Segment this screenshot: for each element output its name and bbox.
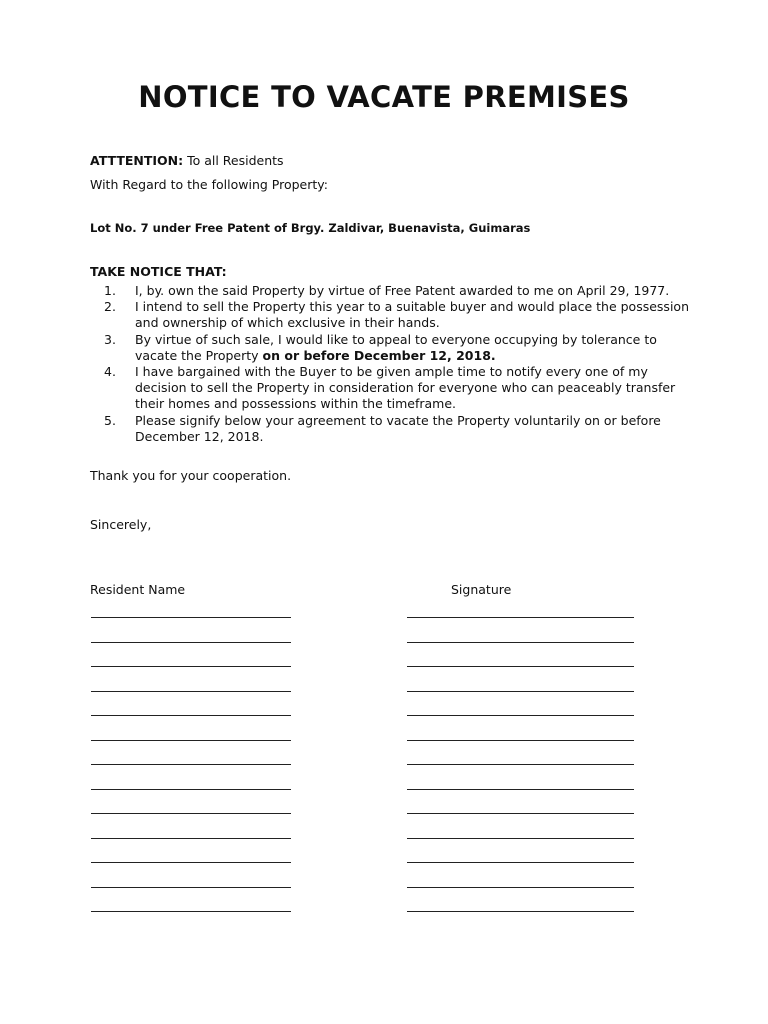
attention-label: ATTTENTION: xyxy=(90,153,184,168)
signature-blank-line xyxy=(407,642,634,643)
signature-blank-line xyxy=(407,764,634,765)
regard-line: With Regard to the following Property: xyxy=(90,177,328,192)
signature-row xyxy=(0,642,768,643)
notice-item xyxy=(90,283,690,299)
resident-name-blank-line xyxy=(91,887,291,888)
resident-name-blank-line xyxy=(91,740,291,741)
signature-blank-line xyxy=(407,862,634,863)
signature-blank-line xyxy=(407,911,634,912)
notice-item-number: 1. xyxy=(104,283,116,298)
signature-header: Signature xyxy=(451,582,512,597)
resident-name-blank-line xyxy=(91,764,291,765)
signature-blank-line xyxy=(407,740,634,741)
resident-name-blank-line xyxy=(91,715,291,716)
resident-name-blank-line xyxy=(91,617,291,618)
attention-text: To all Residents xyxy=(183,153,284,168)
vacate-deadline: on or before December 12, 2018. xyxy=(262,347,496,363)
signature-row xyxy=(0,813,768,814)
signature-row xyxy=(0,887,768,888)
resident-name-blank-line xyxy=(91,642,291,643)
notice-item-number: 2. xyxy=(104,299,116,315)
notice-item-number: 3. xyxy=(104,331,116,347)
resident-name-blank-line xyxy=(91,691,291,692)
resident-name-blank-line xyxy=(91,838,291,839)
notice-heading: TAKE NOTICE THAT: xyxy=(90,264,227,279)
document-title: NOTICE TO VACATE PREMISES xyxy=(138,80,630,114)
resident-name-blank-line xyxy=(91,666,291,667)
notice-item-text: I have bargained with the Buyer to be given ample time to notify every one of my decision to sell the Property in consideration for everyone who can peaceably transfer their homes and possessions within the timeframe. xyxy=(135,364,676,412)
notice-item-number: 4. xyxy=(104,364,116,380)
property-description: Lot No. 7 under Free Patent of Brgy. Zaldivar, Buenavista, Guimaras xyxy=(90,221,531,235)
signature-row xyxy=(0,838,768,839)
resident-name-blank-line xyxy=(91,813,291,814)
resident-name-blank-line xyxy=(91,789,291,790)
closing-line: Sincerely, xyxy=(90,517,152,532)
notice-item xyxy=(90,299,690,331)
notice-item-number: 5. xyxy=(104,412,116,428)
notice-item xyxy=(90,364,690,413)
signature-row xyxy=(0,911,768,912)
resident-name-blank-line xyxy=(91,911,291,912)
notice-item-text: Please signify below your agreement to vacate the Property voluntarily on or before December 12, 2018. xyxy=(135,412,661,444)
signature-blank-line xyxy=(407,838,634,839)
signature-row xyxy=(0,789,768,790)
notice-item-text: By virtue of such sale, I would like to appeal to everyone occupying by tolerance to vacate the Property xyxy=(135,331,657,363)
signature-row xyxy=(0,764,768,765)
signature-blank-line xyxy=(407,666,634,667)
notice-item-text: I intend to sell the Property this year to a suitable buyer and would place the possession and ownership of which exclusive in their hands. xyxy=(135,299,689,331)
signature-row xyxy=(0,862,768,863)
notice-item-text: I, by. own the said Property by virtue of Free Patent awarded to me on April 29, 1977. xyxy=(135,283,670,298)
signature-blank-line xyxy=(407,715,634,716)
signature-row xyxy=(0,740,768,741)
notice-item xyxy=(90,332,690,364)
notice-list xyxy=(90,283,690,445)
attention-line xyxy=(90,153,284,168)
signature-row xyxy=(0,691,768,692)
thanks-line: Thank you for your cooperation. xyxy=(90,468,292,483)
resident-name-blank-line xyxy=(91,862,291,863)
notice-item xyxy=(90,413,690,445)
signature-row xyxy=(0,666,768,667)
signature-blank-line xyxy=(407,789,634,790)
signature-row xyxy=(0,617,768,618)
signature-blank-line xyxy=(407,813,634,814)
signature-blank-line xyxy=(407,691,634,692)
signature-row xyxy=(0,715,768,716)
signature-blank-line xyxy=(407,887,634,888)
resident-name-header: Resident Name xyxy=(90,582,186,597)
signature-blank-line xyxy=(407,617,634,618)
